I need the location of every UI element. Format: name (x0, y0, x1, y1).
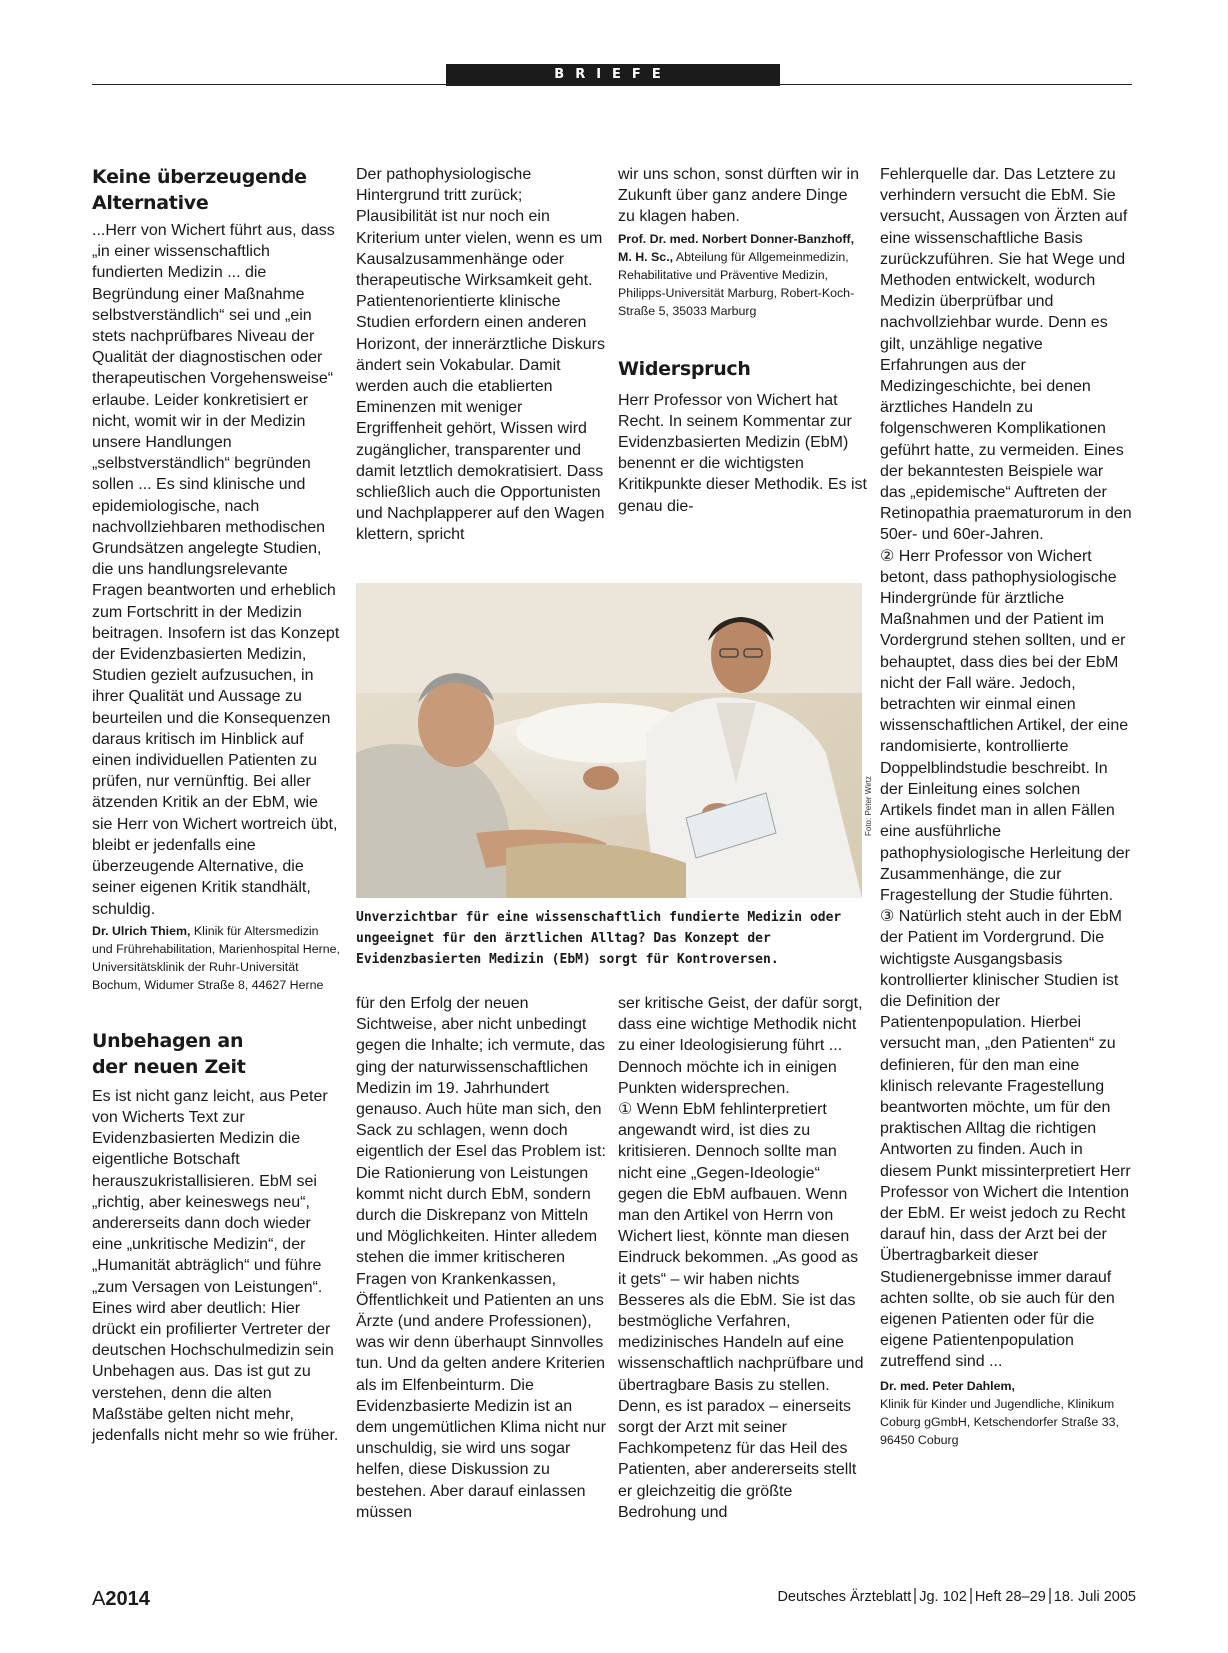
author-address: Abteilung für Allgemeinmedizin, Rehabilitative und Präventive Medizin, Philipps-Universität Marburg, Robert-Koch-Straße 5, 35033 Marburg (618, 249, 855, 318)
title-line: Unbehagen an (92, 1029, 244, 1052)
separator (914, 1588, 916, 1604)
photo-caption: Unverzichtbar für eine wissenschaftlich fundierte Medizin oder ungeeignet für den ärztlichen Alltag? Das Konzept der Evidenzbasierten Medizin (EbM) sorgt für Kontroversen. (356, 910, 842, 967)
article-photo (356, 583, 862, 898)
title-line: der neuen Zeit (92, 1055, 246, 1078)
letter-signature (92, 922, 342, 994)
page-prefix: A (92, 1588, 106, 1610)
author-name: Dr. Ulrich Thiem, (92, 923, 191, 938)
letter-body: Es ist nicht ganz leicht, aus Peter von Wicherts Text zur Evidenzbasierten Medizin die eigentliche Botschaft herauszukristallisieren. EbM sei „richtig, aber keineswegs neu“, andererseits dann doch wieder eine „unkritische Medizin“, der „Humanität abträglich“ und führe „zum Versagen von Leistungen“. Eines wird aber deutlich: Hier drückt ein profilierter Vertreter der deutschen Hochschulmedizin sein Unbehagen aus. Das ist gut zu verstehen, denn die alten Maßstäbe gelten nicht mehr, jedenfalls nicht mehr so wie früher. (92, 1087, 339, 1444)
journal-info (777, 1588, 1136, 1605)
column-1 (92, 164, 342, 1446)
paragraph: ② Herr Professor von Wichert betont, dass pathophysiologische Hindergründe für ärztliche Maßnahmen und der Patient im Vordergrund stehen sollten, und er behauptet, dass dies bei der EbM nicht der Fall wäre. Jedoch, betrachten wir einmal einen wissenschaftlichen Artikel, der eine randomisierte, kontrollierte Doppelblindstudie beschreibt. In der Einleitung eines solchen Artikels findet man in allen Fällen eine ausführliche pathophysiologische Herleitung der Zusammenhänge, die zur Fragestellung der Studie führten. (880, 547, 1130, 904)
column-3-bottom (618, 993, 868, 1523)
column-2-bottom (356, 993, 606, 1523)
paragraph: Fehlerquelle dar. Das Letztere zu verhindern versucht die EbM. Sie versucht, Aussagen von Ärzten auf eine wissenschaftliche Basis zurückzuführen. Sie hat Wege und Methoden entwickelt, wodurch Medizin überprüfbar und nachvollziehbar wurde. Denn es gilt, unzählige negative Erfahrungen aus der Medizingeschichte, bei denen ärztliches Handeln zu folgenschweren Komplikationen geführt hatte, zu vermeiden. Eines der bekanntesten Beispiele war das „epidemische“ Auftreten der Retinopathia praematurorum in den 50er- und 60er-Jahren. (880, 166, 1132, 544)
photo-credit: Foto: Peter Wirtz (864, 775, 873, 836)
page-number-value: 2014 (105, 1588, 150, 1610)
letter-body: ...Herr von Wichert führt aus, dass „in einer wissenschaftlich fundierten Medizin ... die Begründung einer Maßnahme selbstverständlich“ sei und „ein stets nachprüfbares Niveau der Qualität der diagnostischen oder therapeutischen Vorgehensweise“ erlaube. Leider konkretisiert er nicht, womit wir in der Medizin unsere Handlungen „selbstverständlich“ begründen sollen ... Es sind klinische und epidemiologische, nach nachvollziehbaren methodischen Grundsätzen angelegte Studien, die uns handlungsrelevante Fragen beantworten und erheblich zum Fortschritt in der Medizin beitragen. Insofern ist das Konzept der Evidenzbasierten Medizin, Studien gezielt aufzusuchen, in ihrer Qualität und Aussage zu beurteilen und die Konsequenzen daraus kritisch im Hinblick auf einen individuellen Patienten zu prüfen, nur vernünftig. Bei aller ätzenden Kritik an der EbM, wie sie Herr von Wichert wortreich übt, bleibt er jedenfalls eine überzeugende Alternative, die seiner eigenen Kritik standhält, schuldig. (92, 222, 340, 918)
paragraph: ser kritische Geist, der dafür sorgt, dass eine wichtige Methodik nicht zu einer Ideologisierung führt ... Dennoch möchte ich in einigen Punkten widersprechen. (618, 995, 863, 1097)
paragraph: ③ Natürlich steht auch in der EbM der Patient im Vordergrund. Die wichtigste Ausgangsbasis kontrollierter klinischer Studien ist die Definition der Patientenpopulation. Hierbei versucht man, „den Patienten“ zu definieren, für den man eine klinisch relevante Fragestellung beantworten möchte, um für den praktischen Alltag die richtigen Antworten zu finden. Auch in diesem Punkt missinterpretiert Herr Professor von Wichert die Intention der EbM. Er weist jedoch zu Recht darauf hin, dass der Arzt bei der Übertragbarkeit dieser Studienergebnisse immer darauf achten sollte, ob sie auch für den eigenen Patienten oder für die eigene Patientenpopulation zutreffend sind ... (880, 908, 1131, 1371)
column-2-top (356, 164, 606, 546)
journal-issue: Heft 28–29 (974, 1589, 1046, 1605)
journal-volume: Jg. 102 (919, 1589, 967, 1605)
column-3-top (618, 164, 868, 517)
letter-title: Keine überzeugende Alternative (92, 166, 307, 214)
paragraph: ① Wenn EbM fehlinterpretiert angewandt wird, ist dies zu kritisieren. Dennoch sollte man nicht eine „Gegen-Ideologie“ gegen die EbM aufbauen. Wenn man den Artikel von Herrn von Wichert liest, könnte man diesen Eindruck bekommen. „As good as it gets“ – wir haben nichts Besseres als die EbM. Sie ist das bestmögliche Verfahren, medizinisches Handeln auf eine wissenschaftlich nachprüfbare und übertragbare Basis zu stellen. Denn, es ist paradox – einerseits sorgt der Arzt mit seiner Fachkompetenz für das Heil des Patienten, aber andererseits stellt er gleichzeitig die größte Bedrohung und (618, 1101, 864, 1521)
separator (970, 1588, 972, 1604)
author-name: Prof. Dr. med. Norbert Donner-Banzhoff, M. H. Sc., (618, 231, 855, 264)
letter-title: Widerspruch (618, 357, 751, 380)
author-name: Dr. med. Peter Dahlem, (880, 1378, 1015, 1393)
letter-body: wir uns schon, sonst dürften wir in Zukunft über ganz andere Dinge zu klagen haben. (618, 166, 859, 226)
header-rule (92, 84, 1132, 85)
letter-signature (618, 230, 868, 320)
letter-body: Der pathophysiologische Hintergrund tritt zurück; Plausibilität ist nur noch ein Kriterium unter vielen, wenn es um Kausalzusammenhänge oder therapeutische Wirksamkeit geht. Patientenorientierte klinische Studien erfordern einen anderen Horizont, der innerärztliche Diskurs ändert sein Vokabular. Damit werden auch die etablierten Eminenzen mit weniger Ergriffenheit gehört, Wissen wird zugänglicher, transparenter und damit letztlich demokratisiert. Dass schließlich auch die Opportunisten und Nachplapperer auf den Wagen klettern, spricht (356, 166, 605, 544)
column-4 (880, 164, 1132, 1449)
section-header: BRIEFE (446, 64, 780, 86)
letter-body: für den Erfolg der neuen Sichtweise, aber nicht unbedingt gegen die Inhalte; ich vermute, das ging der naturwissenschaftlichen Medizin im 19. Jahrhundert genauso. Auch hüte man sich, den Sack zu schlagen, wenn doch eigentlich der Esel das Problem ist: Die Rationierung von Leistungen kommt nicht durch EbM, sondern durch die Diskrepanz von Mitteln und Möglichkeiten. Hinter alledem stehen die immer kritischeren Fragen von Krankenkassen, Öffentlichkeit und Patienten an uns Ärzte (und andere Professionen), was wir denn überhaupt Sinnvolles tun. Und da gelten andere Kriterien als im Elfenbeinturm. Die Evidenzbasierte Medizin ist an dem ungemütlichen Klima nicht nur unschuldig, sie wird uns sogar helfen, diese Diskussion zu bestehen. Aber darauf einlassen müssen (356, 995, 606, 1521)
separator (1049, 1588, 1051, 1604)
letter-title (92, 1028, 342, 1080)
doctor-patient-illustration (356, 583, 862, 898)
letter-signature (880, 1377, 1132, 1449)
author-address: Klinik für Altersmedizin und Frührehabilitation, Marienhospital Herne, Universitätsklinik der Ruhr-Universität Bochum, Widumer Straße 8, 44627 Herne (92, 923, 340, 992)
letter-body: Herr Professor von Wichert hat Recht. In seinem Kommentar zur Evidenzbasierten Medizin (EbM) benennt er die wichtigsten Kritikpunkte dieser Methodik. Es ist genau die- (618, 391, 867, 515)
page-number (92, 1588, 150, 1611)
journal-name: Deutsches Ärzteblatt (777, 1589, 912, 1605)
author-address: Klinik für Kinder und Jugendliche, Klinikum Coburg gGmbH, Ketschendorfer Straße 33, 96450 Coburg (880, 1396, 1119, 1447)
journal-date: 18. Juli 2005 (1053, 1589, 1136, 1605)
